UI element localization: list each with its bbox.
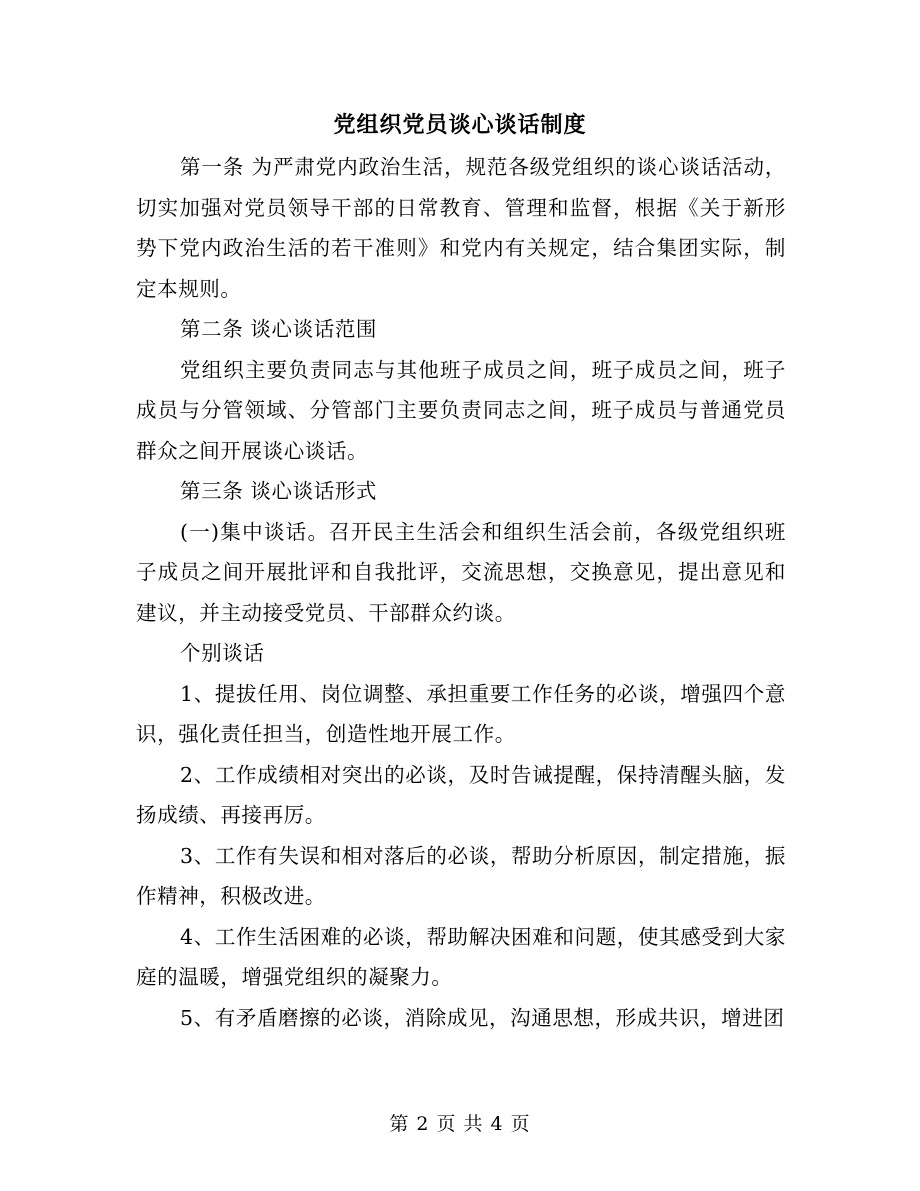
document-body: [136, 147, 786, 1038]
article-2-heading: 第二条 谈心谈话范围: [180, 317, 378, 341]
page-footer: [0, 1110, 920, 1138]
article-1-paragraph: 第一条 为严肃党内政治生活，规范各级党组织的谈心谈话活动，切实加强对党员领导干部的日常教育、管理和监督，根据《关于新形势下党内政治生活的若干准则》和党内有关规定，结合集团实际，制定本规则。: [136, 155, 786, 301]
individual-talk-heading: 个别谈话: [180, 641, 265, 665]
list-item-4: 4、工作生活困难的必谈，帮助解决困难和问题，使其感受到大家庭的温暖，增强党组织的凝聚力。: [136, 924, 786, 989]
document-title: 党组织党员谈心谈话制度: [333, 112, 587, 138]
collective-talk-paragraph: (一)集中谈话。召开民主生活会和组织生活会前，各级党组织班子成员之间开展批评和自我批评，交流思想，交换意见，提出意见和建议，并主动接受党员、干部群众约谈。: [136, 519, 786, 625]
article-3-heading: 第三条 谈心谈话形式: [180, 479, 378, 503]
article-2-paragraph: 党组织主要负责同志与其他班子成员之间，班子成员之间，班子成员与分管领域、分管部门主要负责同志之间，班子成员与普通党员群众之间开展谈心谈话。: [136, 357, 786, 463]
list-item-2: 2、工作成绩相对突出的必谈，及时告诫提醒，保持清醒头脑，发扬成绩、再接再厉。: [136, 762, 786, 827]
page-number-label: 第 2 页 共 4 页: [389, 1113, 531, 1135]
list-item-3: 3、工作有失误和相对落后的必谈，帮助分析原因，制定措施，振作精神，积极改进。: [136, 843, 786, 908]
list-item-1: 1、提拔任用、岗位调整、承担重要工作任务的必谈，增强四个意识，强化责任担当，创造性地开展工作。: [136, 681, 786, 746]
list-item-5: 5、有矛盾磨擦的必谈，消除成见，沟通思想，形成共识，增进团: [180, 1005, 785, 1030]
